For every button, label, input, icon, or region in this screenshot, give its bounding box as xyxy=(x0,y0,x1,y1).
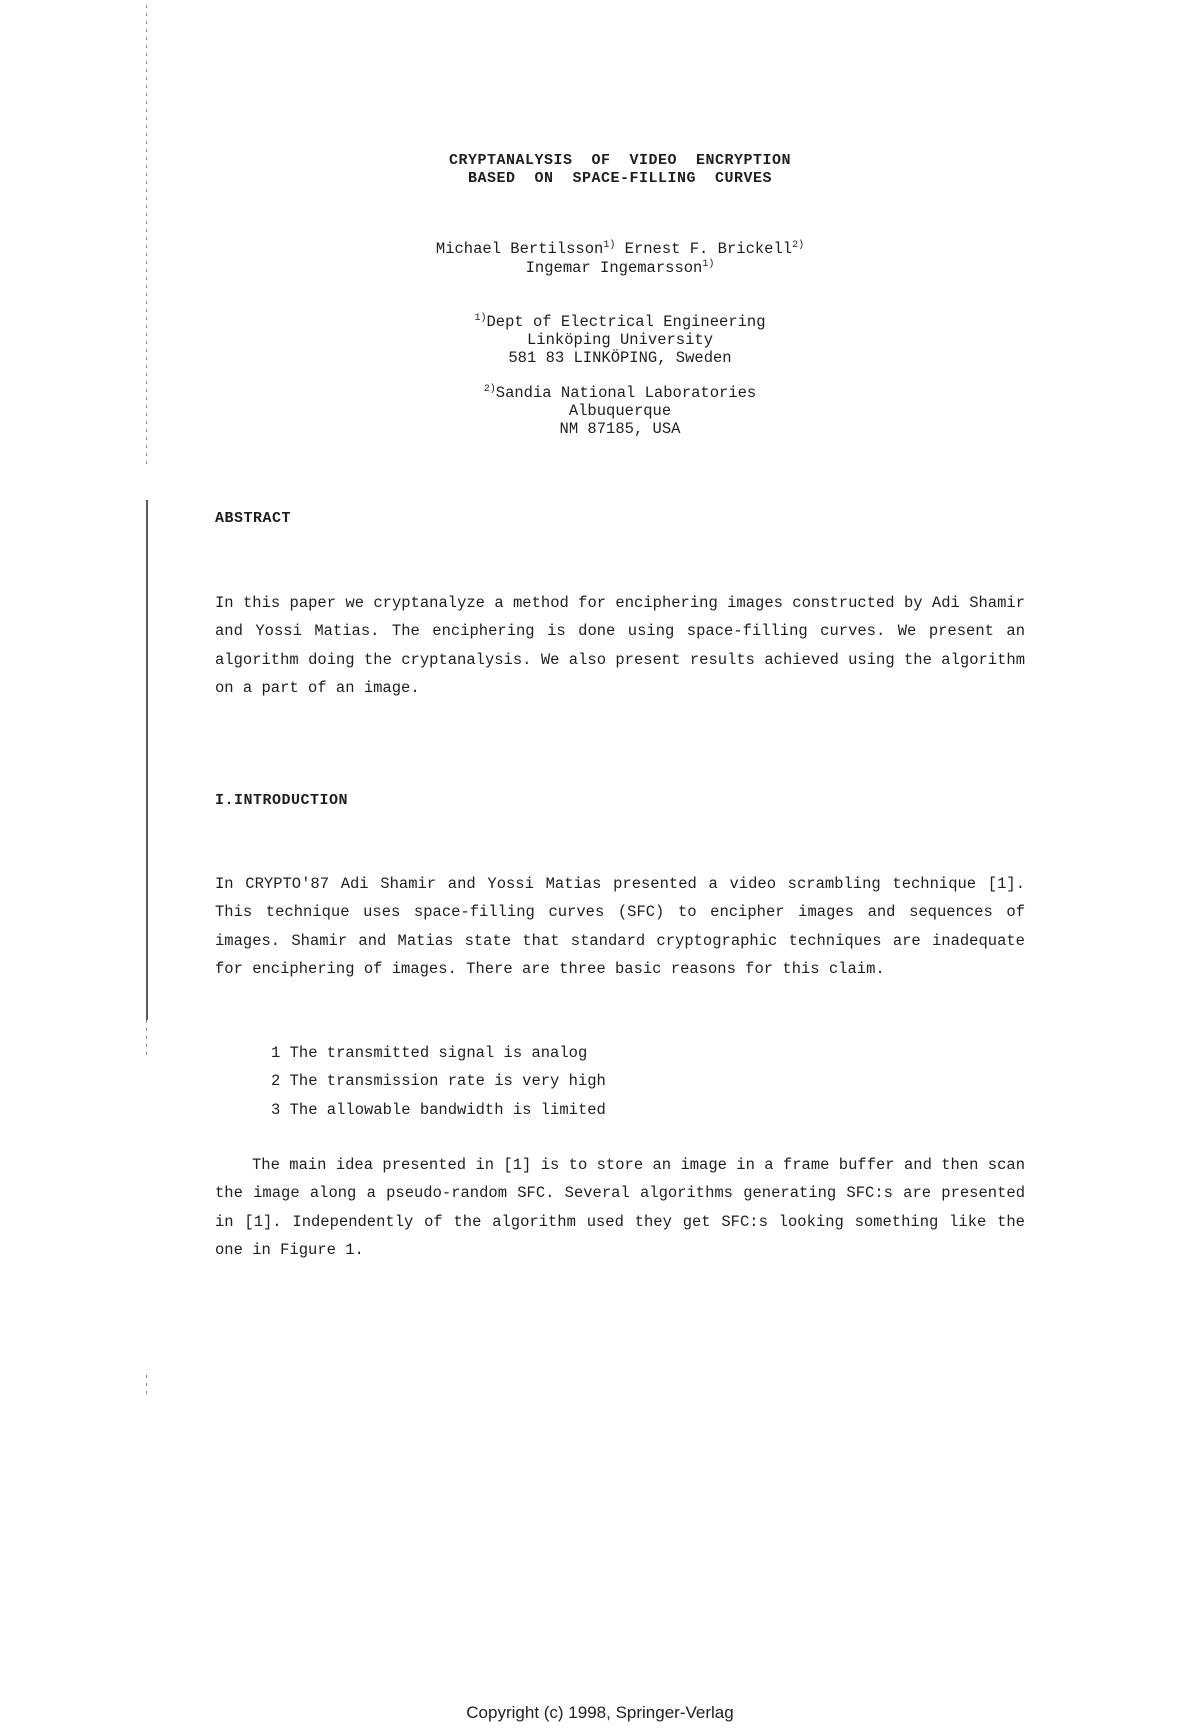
list-item: 2 The transmission rate is very high xyxy=(271,1072,606,1091)
title-line-1: CRYPTANALYSIS OF VIDEO ENCRYPTION xyxy=(448,152,792,169)
introduction-paragraph-2 xyxy=(215,1151,1025,1265)
affil-lab: Sandia National Laboratories xyxy=(495,384,757,402)
affiliation-1 xyxy=(0,313,1200,367)
affil-dept: Dept of Electrical Engineering xyxy=(486,313,766,331)
list-item: 3 The allowable bandwidth is limited xyxy=(271,1100,606,1119)
intro-paragraph: In CRYPTO'87 Adi Shamir and Yossi Matias presented a video scrambling technique [1]. This technique uses space-filling curves (SFC) to encipher images and sequences of images. Shamir and Matias state that standard cryptographic techniques are inadequate for enciphering of images. There are three basic reasons for this claim. xyxy=(215,875,1025,979)
copyright-footer: Copyright (c) 1998, Springer-Verlag xyxy=(466,1703,734,1722)
author-brickell: Ernest F. Brickell xyxy=(615,240,793,258)
introduction-heading: I.INTRODUCTION xyxy=(215,792,349,809)
abstract-heading: ABSTRACT xyxy=(215,510,292,527)
author-affil-mark: 1) xyxy=(603,240,616,251)
author-line-1 xyxy=(0,240,1200,259)
author-block xyxy=(0,240,1200,278)
scan-margin-mark xyxy=(146,500,148,1020)
affiliation-2 xyxy=(0,384,1200,438)
author-bertilsson: Michael Bertilsson xyxy=(435,240,604,258)
affil-address: NM 87185, USA xyxy=(559,420,681,438)
affil-mark: 2) xyxy=(483,384,496,395)
abstract-text xyxy=(215,589,1025,703)
title-line-2: BASED ON SPACE-FILLING CURVES xyxy=(467,170,773,187)
author-ingemarsson: Ingemar Ingemarsson xyxy=(525,259,703,277)
scan-margin-mark xyxy=(146,1020,147,1060)
intro-paragraph: The main idea presented in [1] is to store an image in a frame buffer and then scan the image along a pseudo-random SFC. Several algorithms generating SFC:s are presented in [1]. Independently of the algorithm used they get SFC:s looking something like the one in Figure 1. xyxy=(215,1156,1025,1260)
author-affil-mark: 2) xyxy=(792,240,805,251)
abstract-paragraph: In this paper we cryptanalyze a method for enciphering images constructed by Adi Shamir and Yossi Matias. The enciphering is done using space-filling curves. We present an algorithm doing the cryptanalysis. We also present results achieved using the algorithm on a part of an image. xyxy=(215,594,1025,698)
paper-title xyxy=(0,152,1200,188)
scan-margin-mark xyxy=(146,1375,147,1395)
affil-university: Linköping University xyxy=(526,331,714,349)
affil-mark: 1) xyxy=(474,313,487,324)
reasons-list xyxy=(271,1039,606,1124)
affil-address: 581 83 LINKÖPING, Sweden xyxy=(508,349,732,367)
list-item: 1 The transmitted signal is analog xyxy=(271,1044,588,1062)
introduction-paragraph-1 xyxy=(215,870,1025,984)
author-line-2 xyxy=(0,259,1200,278)
author-affil-mark: 1) xyxy=(702,259,715,270)
affil-city: Albuquerque xyxy=(568,402,672,420)
